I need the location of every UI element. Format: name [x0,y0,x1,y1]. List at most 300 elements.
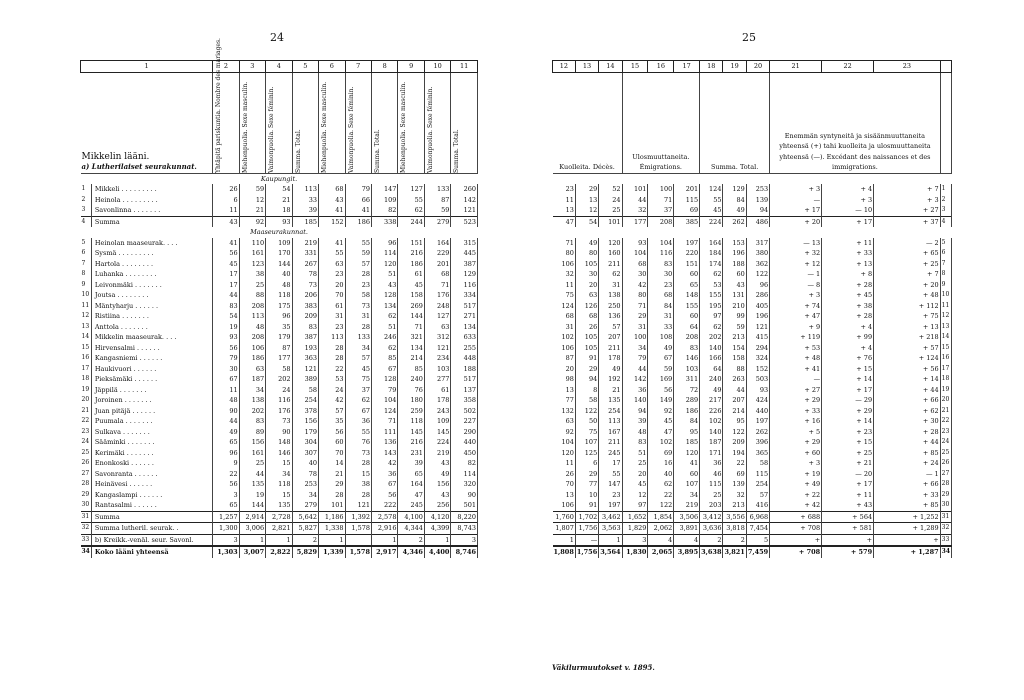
cell-value: 132 [553,406,576,417]
table-row [553,195,952,206]
cell-value: 192 [599,374,622,385]
cell-value: 211 [599,343,622,354]
cell-value: 28 [345,490,371,501]
cell-value: + 112 [874,301,941,312]
cell-value: + 11 [822,238,874,249]
cell-value: 43 [723,280,746,291]
row-number: 34 [940,546,951,558]
row-label: Joroinen . . . . . . . [91,395,212,406]
row-label: Summa lutheril. seurak. . [91,523,212,535]
table-row [553,332,952,343]
cell-value: 102 [648,437,674,448]
cell-value: 41 [345,205,371,216]
cell-value: 65 [398,469,424,480]
cell-value: 56 [213,479,239,490]
row-number: 20 [81,395,92,406]
cell-value: + 27 [770,385,822,396]
sub-header-text: Vaimonpuolia. Sexe féminin. [268,86,276,173]
cell-value: + 17 [822,216,874,227]
cell-value: 90 [451,490,478,501]
cell-value: 2 [398,534,424,546]
cell-value: 73 [345,448,371,459]
cell-value: 73 [292,280,318,291]
cell-value: 142 [451,195,478,206]
row-label: Hirvensalmi . . . . . . [91,343,212,354]
cell-value: 120 [599,238,622,249]
table-row [81,458,478,469]
cell-value: 104 [553,437,576,448]
cell-value: 26 [575,322,598,333]
cell-value: 19 [213,322,239,333]
cell-value: 4,344 [398,523,424,535]
row-label: Mäntyharju . . . . . . [91,301,212,312]
col-number: 5 [292,61,318,73]
cell-value: 68 [622,259,648,270]
table-row [553,353,952,364]
table-row [81,280,478,291]
cell-value: 3,462 [599,511,622,523]
cell-value: 62 [700,322,723,333]
cell-value: + 1,287 [874,546,941,558]
table-row [553,416,952,427]
cell-value: 36 [371,469,397,480]
cell-value: 256 [424,500,450,511]
cell-value: 1,303 [213,546,239,558]
cell-value: 19 [239,490,265,501]
cell-value: 83 [622,437,648,448]
cell-value: 211 [599,437,622,448]
cell-value: 2 [723,534,746,546]
cell-value: 101 [622,184,648,195]
cell-value: 156 [424,479,450,490]
cell-value: 87 [553,353,576,364]
cell-value: 20 [575,280,598,291]
row-number: 32 [81,523,92,535]
section-spacer [553,173,952,184]
cell-value: 68 [424,269,450,280]
group-header-text: Summa. Total. [710,163,759,171]
cell-value: 121 [746,322,769,333]
cell-value: 216 [398,248,424,259]
cell-value: 49 [599,364,622,375]
cell-value: 103 [424,364,450,375]
cell-value: 103 [674,364,700,375]
cell-value: 94 [746,205,769,216]
cell-value: 222 [371,500,397,511]
cell-value: 3,506 [674,511,700,523]
row-number: 25 [940,448,951,459]
table-row [81,395,478,406]
cell-value: 106 [239,343,265,354]
cell-value: 145 [398,427,424,438]
table-row [81,437,478,448]
cell-value: 174 [700,259,723,270]
table-row [553,437,952,448]
cell-value: 65 [674,280,700,291]
cell-value: 523 [451,216,478,227]
row-number: 33 [81,534,92,546]
table-row [81,259,478,270]
cell-value: 255 [451,343,478,354]
cell-value: 42 [371,458,397,469]
cell-value: 85 [398,364,424,375]
cell-value: 95 [674,427,700,438]
cell-value: 45 [622,479,648,490]
grand-total-row [81,546,478,558]
cell-value: 3,564 [600,548,621,556]
col-number: 10 [424,61,450,73]
cell-value: 2 [292,534,318,546]
row-label: Kerimäki . . . . . . . [91,448,212,459]
cell-value: 47 [553,216,576,227]
row-number: 33 [940,534,951,546]
cell-value: 63 [424,322,450,333]
cell-value: 208 [239,332,265,343]
cell-value: 15 [345,469,371,480]
row-number: 30 [81,500,92,511]
row-label: Heinävesi . . . . . . [91,479,212,490]
cell-value: 51 [622,448,648,459]
cell-value: 90 [213,406,239,417]
cell-value: 113 [292,184,318,195]
cell-value: 245 [398,500,424,511]
section-spacer [553,227,952,238]
cell-value: 14 [319,458,345,469]
table-row [553,469,952,480]
cell-value: 113 [319,332,345,343]
table-row [553,238,952,249]
cell-value: 187 [700,437,723,448]
cell-value: + 66 [874,479,941,490]
cell-value: 54 [575,216,598,227]
cell-value: 62 [345,395,371,406]
row-number: 7 [81,259,92,270]
cell-value: + 14 [822,416,874,427]
right-table [552,60,952,558]
cell-value: 121 [451,205,478,216]
cell-value: 201 [424,259,450,270]
cell-value: 23 [553,184,576,195]
cell-value: + 579 [822,546,874,558]
table-row [81,290,478,301]
col-number: 2 [213,61,239,73]
cell-value: 55 [345,238,371,249]
cell-value: 87 [266,343,292,354]
cell-value: 5,827 [292,523,318,535]
cell-value: 131 [723,290,746,301]
cell-value: 108 [648,332,674,343]
table-row [553,259,952,270]
col-number: 11 [451,61,478,73]
cell-value: 440 [746,406,769,417]
cell-value: 4,400 [424,546,450,558]
cell-value: — [770,374,822,385]
row-number: 16 [81,353,92,364]
cell-value: 42 [622,280,648,291]
sub-header-text: Miehenpuolia. Sexe masculin. [241,81,249,173]
cell-value: 161 [239,448,265,459]
cell-value: + 21 [822,458,874,469]
table-row [553,269,952,280]
cell-value: + 75 [874,311,941,322]
cell-value: 144 [266,259,292,270]
cell-value: 197 [599,500,622,511]
cell-value: 73 [345,301,371,312]
cell-value: + 7 [874,184,941,195]
cell-value: + [770,534,822,546]
cell-value: + 25 [874,259,941,270]
cell-value: 106 [553,259,576,270]
cell-value: 63 [319,259,345,270]
cell-value: 194 [723,448,746,459]
cell-value: 71 [398,322,424,333]
cell-value: 45 [648,416,674,427]
sum-row [553,523,952,535]
cell-value: + 60 [770,448,822,459]
cell-value: 128 [371,374,397,385]
cell-value: 171 [700,448,723,459]
table-row [553,427,952,438]
cell-value: 71 [371,416,397,427]
cell-value: 385 [674,216,700,227]
cell-value: 20 [319,280,345,291]
cell-value: 63 [575,290,598,301]
cell-value: 33 [292,195,318,206]
cell-value: 210 [723,301,746,312]
cell-value: 503 [746,374,769,385]
cell-value: + 29 [822,406,874,417]
cell-value: 58 [292,385,318,396]
row-number: 30 [940,500,951,511]
row-number: 1 [81,184,92,195]
cell-value: 22 [319,364,345,375]
cell-value: 179 [292,427,318,438]
cell-value: 224 [700,216,723,227]
section-row [553,173,952,184]
cell-value: 84 [648,301,674,312]
col-number: 9 [398,61,424,73]
cell-value: 113 [239,311,265,322]
cell-value: + 8 [822,269,874,280]
cell-value: 271 [451,311,478,322]
sub-header-text: Vaimonpuolia. Sexe féminin. [347,86,355,173]
cell-value: 170 [266,248,292,259]
cell-value: 57 [319,406,345,417]
cell-value: 115 [746,469,769,480]
cell-value: + 25 [822,448,874,459]
cell-value: 1,578 [345,523,371,535]
row-number: 21 [81,406,92,417]
cell-value: 68 [575,311,598,322]
cell-value: 21 [266,195,292,206]
cell-value: 82 [371,205,397,216]
cell-value: 209 [723,437,746,448]
cell-value: 245 [599,448,622,459]
row-label: Kangaslampi . . . . . . [91,490,212,501]
row-number: 9 [940,280,951,291]
cell-value: 34 [292,490,318,501]
row-number: 29 [81,490,92,501]
cell-value: 70 [319,448,345,459]
cell-value: 54 [266,184,292,195]
cell-value: 143 [371,448,397,459]
cell-value: 424 [746,395,769,406]
cell-value: 45 [700,205,723,216]
cell-value: 1 [553,534,576,546]
cell-value: 338 [371,216,397,227]
cell-value: 76 [398,385,424,396]
row-label: Koko lääni yhteensä [91,546,212,558]
cell-value: 226 [700,406,723,417]
col-number: 8 [371,61,397,73]
cell-value: 40 [292,458,318,469]
table-row [81,490,478,501]
cell-value: 71 [622,301,648,312]
cell-value: 202 [266,374,292,385]
cell-value: 208 [239,301,265,312]
cell-value: 184 [700,248,723,259]
cell-value: 36 [700,458,723,469]
cell-value: 28 [345,269,371,280]
cell-value: 15 [266,490,292,501]
cell-value: 202 [239,406,265,417]
cell-value: 5 [746,534,769,546]
cell-value: 83 [213,301,239,312]
cell-value: 39 [398,458,424,469]
cell-value: 11 [213,385,239,396]
cell-value: 213 [723,500,746,511]
group-header-text: Enemmän syntyneitä ja sisäänmuuttaneita yhteensä (+) tahi kuolleita ja ulosmuuttaneita yhteensä (—). Excédant des naissances et des immigrations. [779,131,931,171]
cell-value: 2,062 [648,523,674,535]
cell-value: 62 [371,343,397,354]
cell-value: 76 [345,437,371,448]
row-number: 5 [940,238,951,249]
cell-value: 311 [674,374,700,385]
cell-value: 1 [424,534,450,546]
row-number: 4 [81,216,92,227]
cell-value: 62 [700,269,723,280]
cell-value: 87 [424,195,450,206]
cell-value: 47 [648,427,674,438]
row-number: 8 [940,269,951,280]
cell-value: — 1 [874,469,941,480]
cell-value: 11 [213,205,239,216]
cell-value: 37 [345,385,371,396]
cell-value: 127 [424,311,450,322]
cell-value: 187 [239,374,265,385]
cell-value: 116 [648,248,674,259]
cell-value: 202 [700,332,723,343]
col-number: 18 [700,61,723,73]
cell-value: 149 [648,395,674,406]
cell-value: 147 [371,184,397,195]
cell-value: 43 [424,490,450,501]
cell-value: + 4 [822,184,874,195]
row-number: 18 [940,374,951,385]
row-number: 6 [940,248,951,259]
cell-value: 160 [599,248,622,259]
table-row [81,416,478,427]
sub-header [424,72,450,173]
cell-value: 59 [239,184,265,195]
cell-value: 21 [319,469,345,480]
cell-value: 3,638 [701,548,722,556]
row-number: 12 [940,311,951,322]
cell-value: 32 [622,205,648,216]
cell-value: 93 [213,332,239,343]
cell-value: 122 [575,406,598,417]
cell-value: 53 [700,280,723,291]
header-row [81,72,478,173]
cell-value: 67 [648,353,674,364]
cell-value: 3 [213,490,239,501]
cell-value: + 65 [874,248,941,259]
cell-value: 260 [451,184,478,195]
col-number: 19 [723,61,746,73]
cell-value: 1 [319,534,345,546]
group-header-text: Ulosmuuttaneita. Émigrations. [632,152,690,171]
cell-value: + 20 [770,216,822,227]
cell-value: 60 [674,469,700,480]
cell-value: 41 [213,238,239,249]
row-number: 19 [81,385,92,396]
cell-value: 1,702 [575,511,598,523]
cell-value: + 23 [822,427,874,438]
row-label: Leivonmäki . . . . . . . [91,280,212,291]
cell-value: 220 [674,248,700,259]
cell-value: 156 [239,437,265,448]
cell-value: 105 [575,343,598,354]
cell-value: 197 [746,416,769,427]
cell-value: 186 [345,216,371,227]
cell-value: 67 [371,479,397,490]
cell-value: 122 [648,500,674,511]
cell-value: 1,578 [345,546,371,558]
cell-value: + 48 [770,353,822,364]
cell-value: 196 [723,248,746,259]
cell-value: 43 [319,195,345,206]
table-row [553,205,952,216]
cell-value: 41 [674,458,700,469]
cell-value: 1 [371,534,397,546]
cell-value: 440 [451,437,478,448]
cell-value: 61 [398,269,424,280]
cell-value: + 85 [874,448,941,459]
cell-value: 31 [553,322,576,333]
row-label: Rantasalmi . . . . . . [91,500,212,511]
cell-value: 8 [575,385,598,396]
cell-value: 23 [345,280,371,291]
cell-value: 254 [292,395,318,406]
cell-value: 31 [622,322,648,333]
cell-value: 93 [266,216,292,227]
cell-value: 73 [266,416,292,427]
row-label: Anttola . . . . . . . [91,322,212,333]
cell-value: 63 [239,364,265,375]
sub-header [371,72,397,173]
table-row [553,395,952,406]
cell-value: 4 [648,534,674,546]
cell-value: 486 [746,216,769,227]
cell-value: 517 [451,301,478,312]
cell-value: 23 [648,280,674,291]
cell-value: 99 [723,311,746,322]
row-label: Savonranta . . . . . . [91,469,212,480]
cell-value: 387 [451,259,478,270]
cell-value: + 17 [822,479,874,490]
cell-value: 30 [575,269,598,280]
cell-value: 1,339 [319,546,345,558]
